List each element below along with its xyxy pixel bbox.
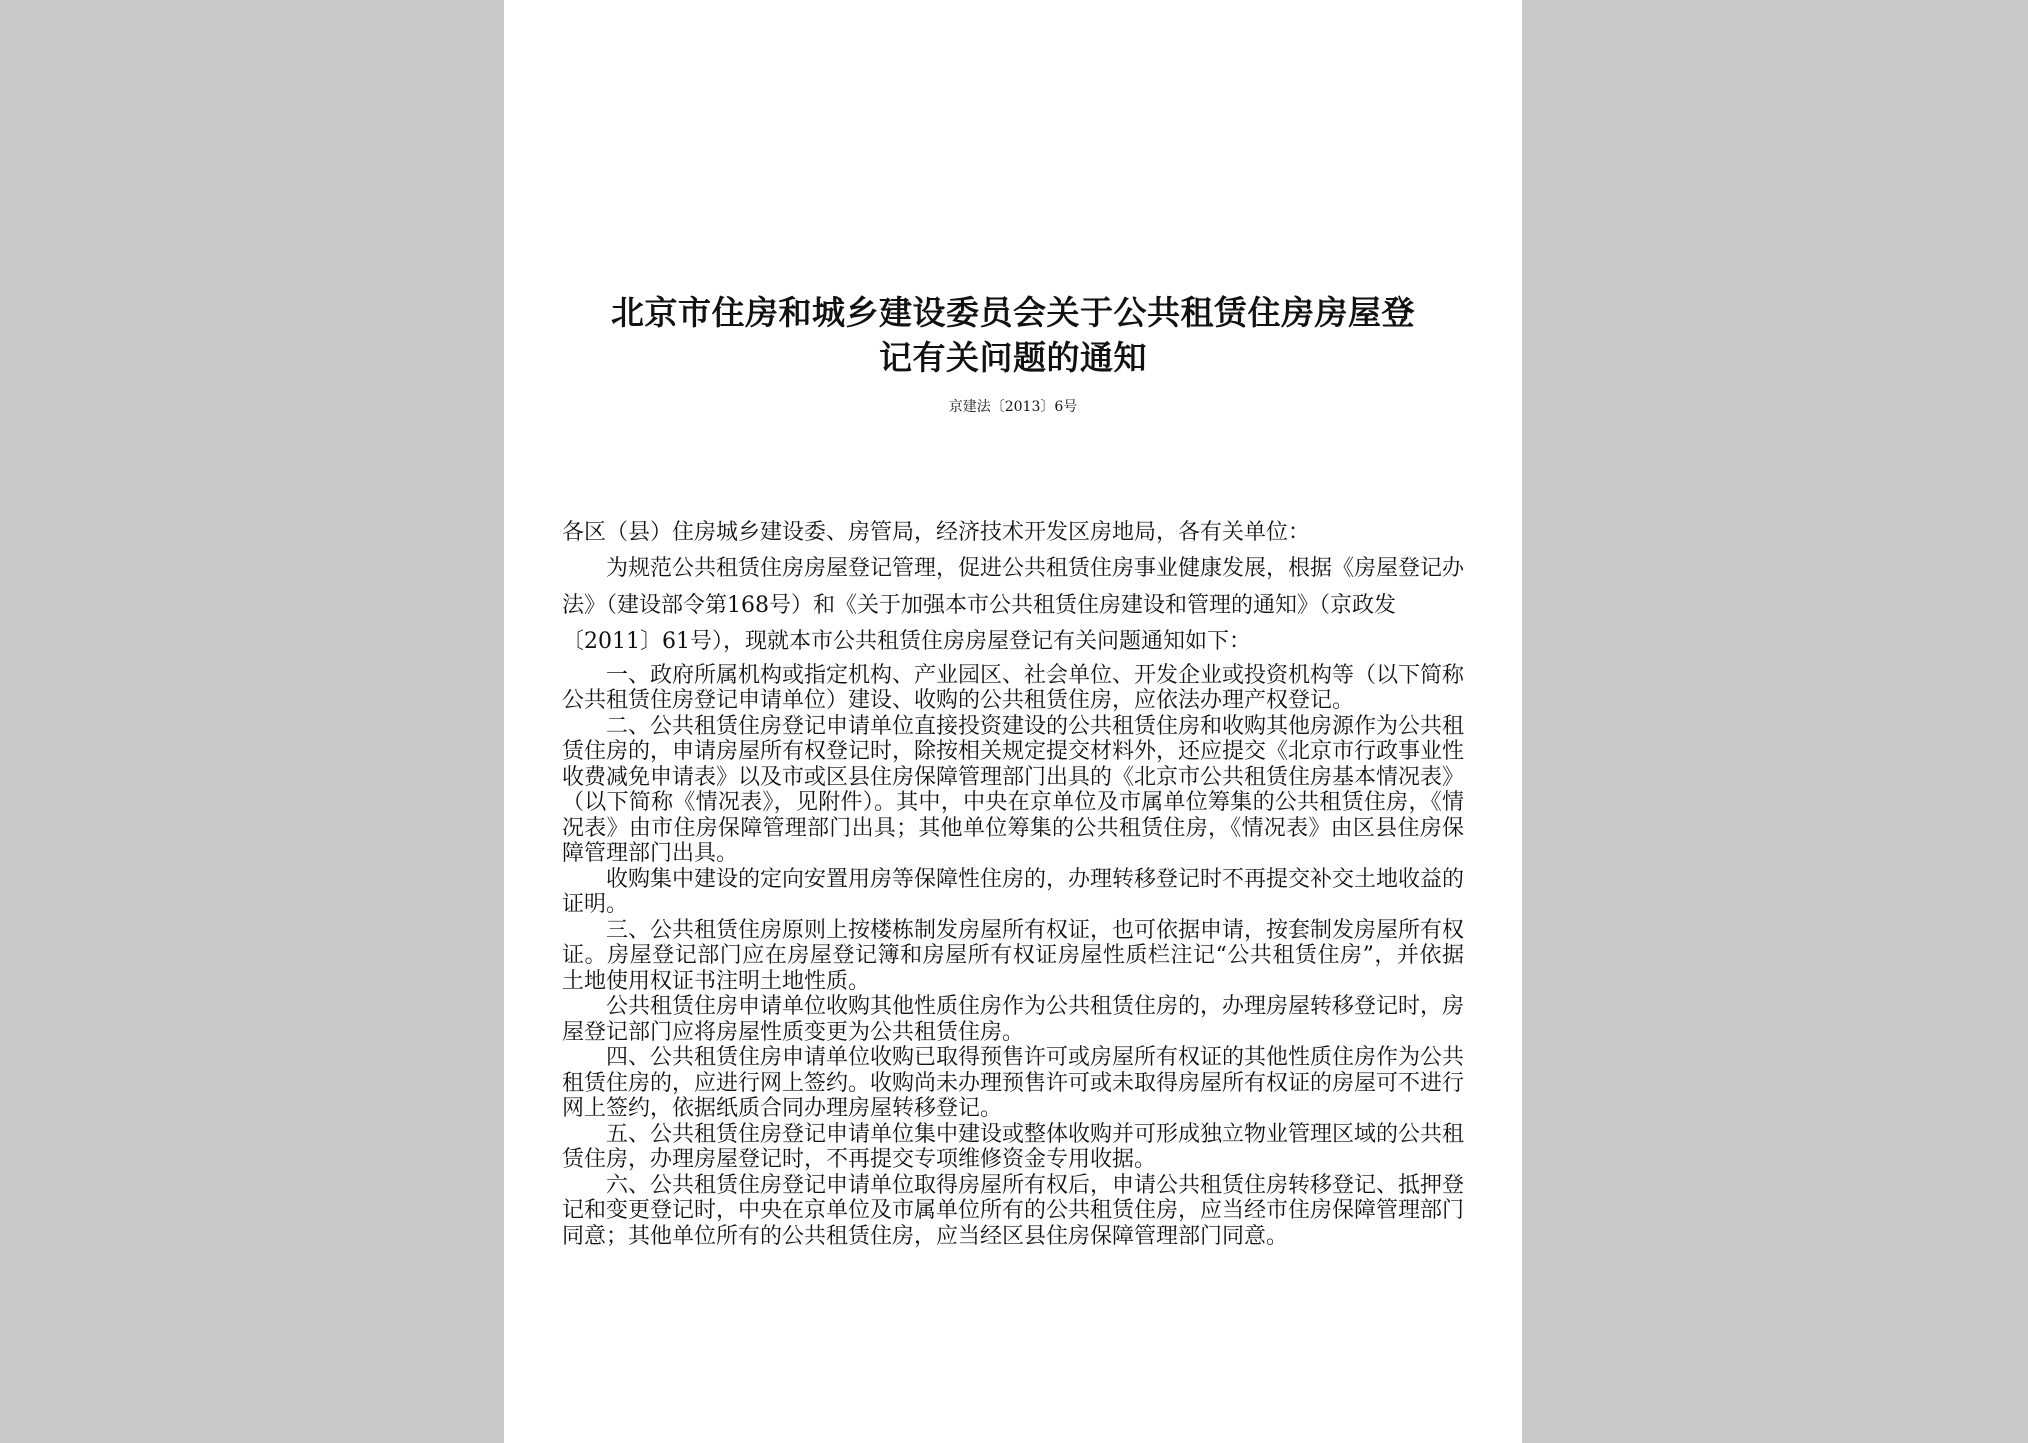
document-page — [504, 0, 1522, 1443]
title-line-2: 记有关问题的通知 — [879, 338, 1147, 377]
intro-paragraph: 为规范公共租赁住房房屋登记管理，促进公共租赁住房事业健康发展，根据《房屋登记办法》（建设部令第168号）和《关于加强本市公共租赁住房建设和管理的通知》（京政发〔2011〕61号），现就本市公共租赁住房房屋登记有关问题通知如下： — [562, 556, 1465, 654]
paragraph-6: 四、公共租赁住房申请单位收购已取得预售许可或房屋所有权证的其他性质住房作为公共租赁住房的，应进行网上签约。收购尚未办理预售许可或未取得房屋所有权证的房屋可不进行网上签约，依据纸质合同办理房屋转移登记。 — [562, 1045, 1465, 1121]
paragraph-3: 收购集中建设的定向安置用房等保障性住房的，办理转移登记时不再提交补交土地收益的证明。 — [562, 866, 1465, 917]
paragraph-5: 公共租赁住房申请单位收购其他性质住房作为公共租赁住房的，办理房屋转移登记时，房屋登记部门应将房屋性质变更为公共租赁住房。 — [562, 994, 1465, 1045]
paragraph-8: 六、公共租赁住房登记申请单位取得房屋所有权后，申请公共租赁住房转移登记、抵押登记和变更登记时，中央在京单位及市属单位所有的公共租赁住房，应当经市住房保障管理部门同意；其他单位所有的公共租赁住房，应当经区县住房保障管理部门同意。 — [562, 1172, 1465, 1249]
document-title — [564, 290, 1462, 380]
paragraph-4: 三、公共租赁住房原则上按楼栋制发房屋所有权证，也可依据申请，按套制发房屋所有权证。房屋登记部门应在房屋登记簿和房屋所有权证房屋性质栏注记“公共租赁住房”，并依据土地使用权证书注明土地性质。 — [562, 917, 1465, 994]
title-line-1: 北京市住房和城乡建设委员会关于公共租赁住房房屋登 — [611, 293, 1415, 332]
paragraph-2: 二、公共租赁住房登记申请单位直接投资建设的公共租赁住房和收购其他房源作为公共租赁住房的，申请房屋所有权登记时，除按相关规定提交材料外，还应提交《北京市行政事业性收费减免申请表》以及市或区县住房保障管理部门出具的《北京市公共租赁住房基本情况表》（以下简称《情况表》，见附件）。其中，中央在京单位及市属单位筹集的公共租赁住房，《情况表》由市住房保障管理部门出具；其他单位筹集的公共租赁住房，《情况表》由区县住房保障管理部门出具。 — [562, 713, 1465, 866]
salutation: 各区（县）住房城乡建设委、房管局，经济技术开发区房地局，各有关单位： — [562, 520, 1311, 545]
paragraph-1: 一、政府所属机构或指定机构、产业园区、社会单位、开发企业或投资机构等（以下简称公共租赁住房登记申请单位）建设、收购的公共租赁住房，应依法办理产权登记。 — [562, 662, 1465, 713]
document-body — [562, 515, 1464, 1249]
paragraph-7: 五、公共租赁住房登记申请单位集中建设或整体收购并可形成独立物业管理区域的公共租赁住房，办理房屋登记时，不再提交专项维修资金专用收据。 — [562, 1121, 1465, 1172]
document-number: 京建法〔2013〕6号 — [948, 399, 1078, 415]
